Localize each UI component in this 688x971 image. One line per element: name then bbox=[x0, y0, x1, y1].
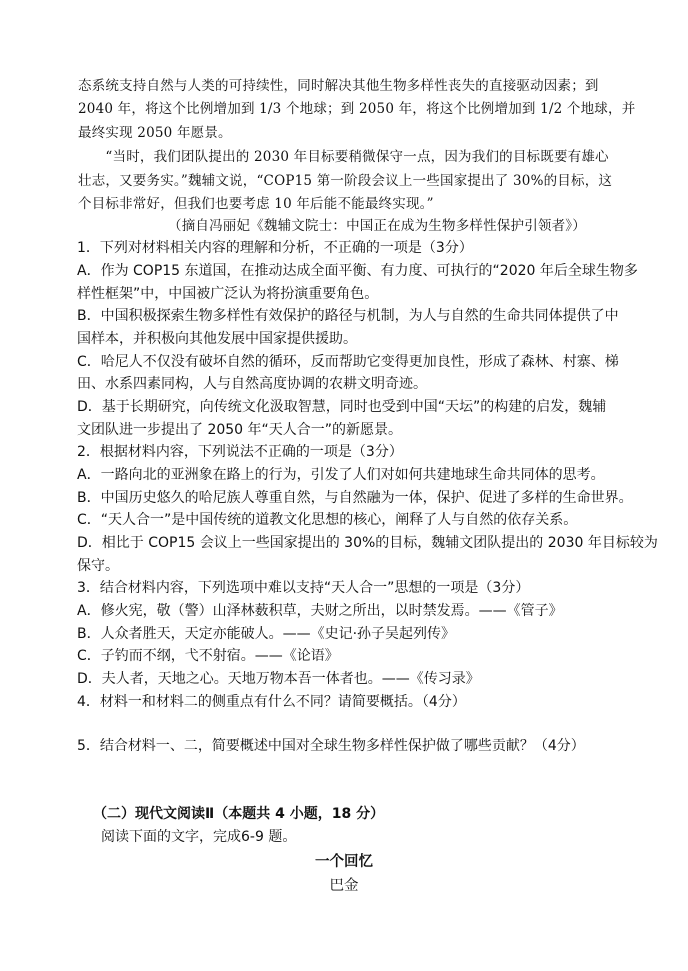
material-source: （摘自冯丽妃《魏辅文院士：中国正在成为生物多样性保护引领者》） bbox=[168, 218, 586, 234]
question-5-stem: 5．结合材料一、二，简要概述中国对全球生物多样性保护做了哪些贡献？（4分） bbox=[77, 738, 585, 754]
question-3-option-b: B．人众者胜天，天定亦能破人。——《史记·孙子吴起列传》 bbox=[77, 626, 456, 642]
section-heading: （二）现代文阅读Ⅱ（本题共 4 小题，18 分） bbox=[93, 806, 385, 822]
material-line-6: 个目标非常好，但我们也要考虑 10 年后能不能最终实现。” bbox=[78, 196, 434, 212]
material-line-5: 壮志，又要务实。”魏辅文说，“COP15 第一阶段会议上一些国家提出了 30%的目标，这 bbox=[78, 173, 613, 189]
question-1-option-c-cont: 田、水系四素同构，人与自然高度协调的农耕文明奇迹。 bbox=[77, 376, 427, 392]
question-2-stem: 2．根据材料内容，下列说法不正确的一项是（3分） bbox=[77, 444, 403, 460]
material-line-1: 态系统支持自然与人类的可持续性，同时解决其他生物多样性丧失的直接驱动因素；到 bbox=[78, 78, 599, 94]
question-2-option-d-cont: 保守。 bbox=[77, 558, 119, 574]
material-line-2: 2040 年，将这个比例增加到 1/3 个地球；到 2050 年，将这个比例增加到 1/2 个地球，并 bbox=[78, 101, 636, 117]
question-1-stem: 1．下列对材料相关内容的理解和分析，不正确的一项是（3分） bbox=[77, 240, 473, 256]
question-1-option-a: A．作为 COP15 东道国，在推动达成全面平衡、有力度、可执行的“2020 年后全球生物多 bbox=[77, 263, 638, 279]
question-1-option-a-cont: 样性框架”中，中国被广泛认为将扮演重要角色。 bbox=[77, 286, 379, 302]
question-1-option-b-cont: 国样本，并积极向其他发展中国家提供援助。 bbox=[77, 331, 357, 347]
section-instruction: 阅读下面的文字，完成6-9 题。 bbox=[101, 829, 297, 845]
question-1-option-d: D．基于长期研究，向传统文化汲取智慧，同时也受到中国“天坛”的构建的启发，魏辅 bbox=[77, 399, 607, 415]
material-line-3: 最终实现 2050 年愿景。 bbox=[78, 125, 232, 141]
question-2-option-a: A．一路向北的亚洲象在路上的行为，引发了人们对如何共建地球生命共同体的思考。 bbox=[77, 467, 605, 483]
material-line-4: “当时，我们团队提出的 2030 年目标要稍微保守一点，因为我们的目标既要有雄心 bbox=[78, 149, 609, 165]
question-1-option-c: C．哈尼人不仅没有破坏自然的循环，反而帮助它变得更加良性，形成了森林、村寨、梯 bbox=[77, 354, 619, 370]
question-2-option-c: C．“天人合一”是中国传统的道教文化思想的核心，阐释了人与自然的依存关系。 bbox=[77, 512, 578, 528]
question-1-option-b: B．中国积极探索生物多样性有效保护的路径与机制，为人与自然的生命共同体提供了中 bbox=[77, 308, 619, 324]
question-3-option-d: D．夫人者，天地之心。天地万物本吾一体者也。——《传习录》 bbox=[77, 671, 480, 687]
passage-title: 一个回忆 bbox=[315, 854, 373, 870]
question-2-option-b: B．中国历史悠久的哈尼族人尊重自然，与自然融为一体，保护、促进了多样的生命世界。 bbox=[77, 490, 633, 506]
question-3-stem: 3．结合材料内容，下列选项中难以支持“天人合一”思想的一项是（3分） bbox=[77, 580, 530, 596]
question-4-stem: 4．材料一和材料二的侧重点有什么不同？请简要概括。（4分） bbox=[77, 694, 466, 710]
question-3-option-a: A．修火宪，敬（警）山泽林薮积草，夫财之所出，以时禁发焉。——《管子》 bbox=[77, 603, 563, 619]
passage-author: 巴金 bbox=[329, 878, 359, 894]
question-2-option-d: D．相比于 COP15 会议上一些国家提出的 30%的目标，魏辅文团队提出的 2030 年目标较为 bbox=[77, 535, 658, 551]
question-1-option-d-cont: 文团队进一步提出了 2050 年“天人合一”的新愿景。 bbox=[77, 422, 403, 438]
question-3-option-c: C．子钓而不纲，弋不射宿。——《论语》 bbox=[77, 648, 339, 664]
